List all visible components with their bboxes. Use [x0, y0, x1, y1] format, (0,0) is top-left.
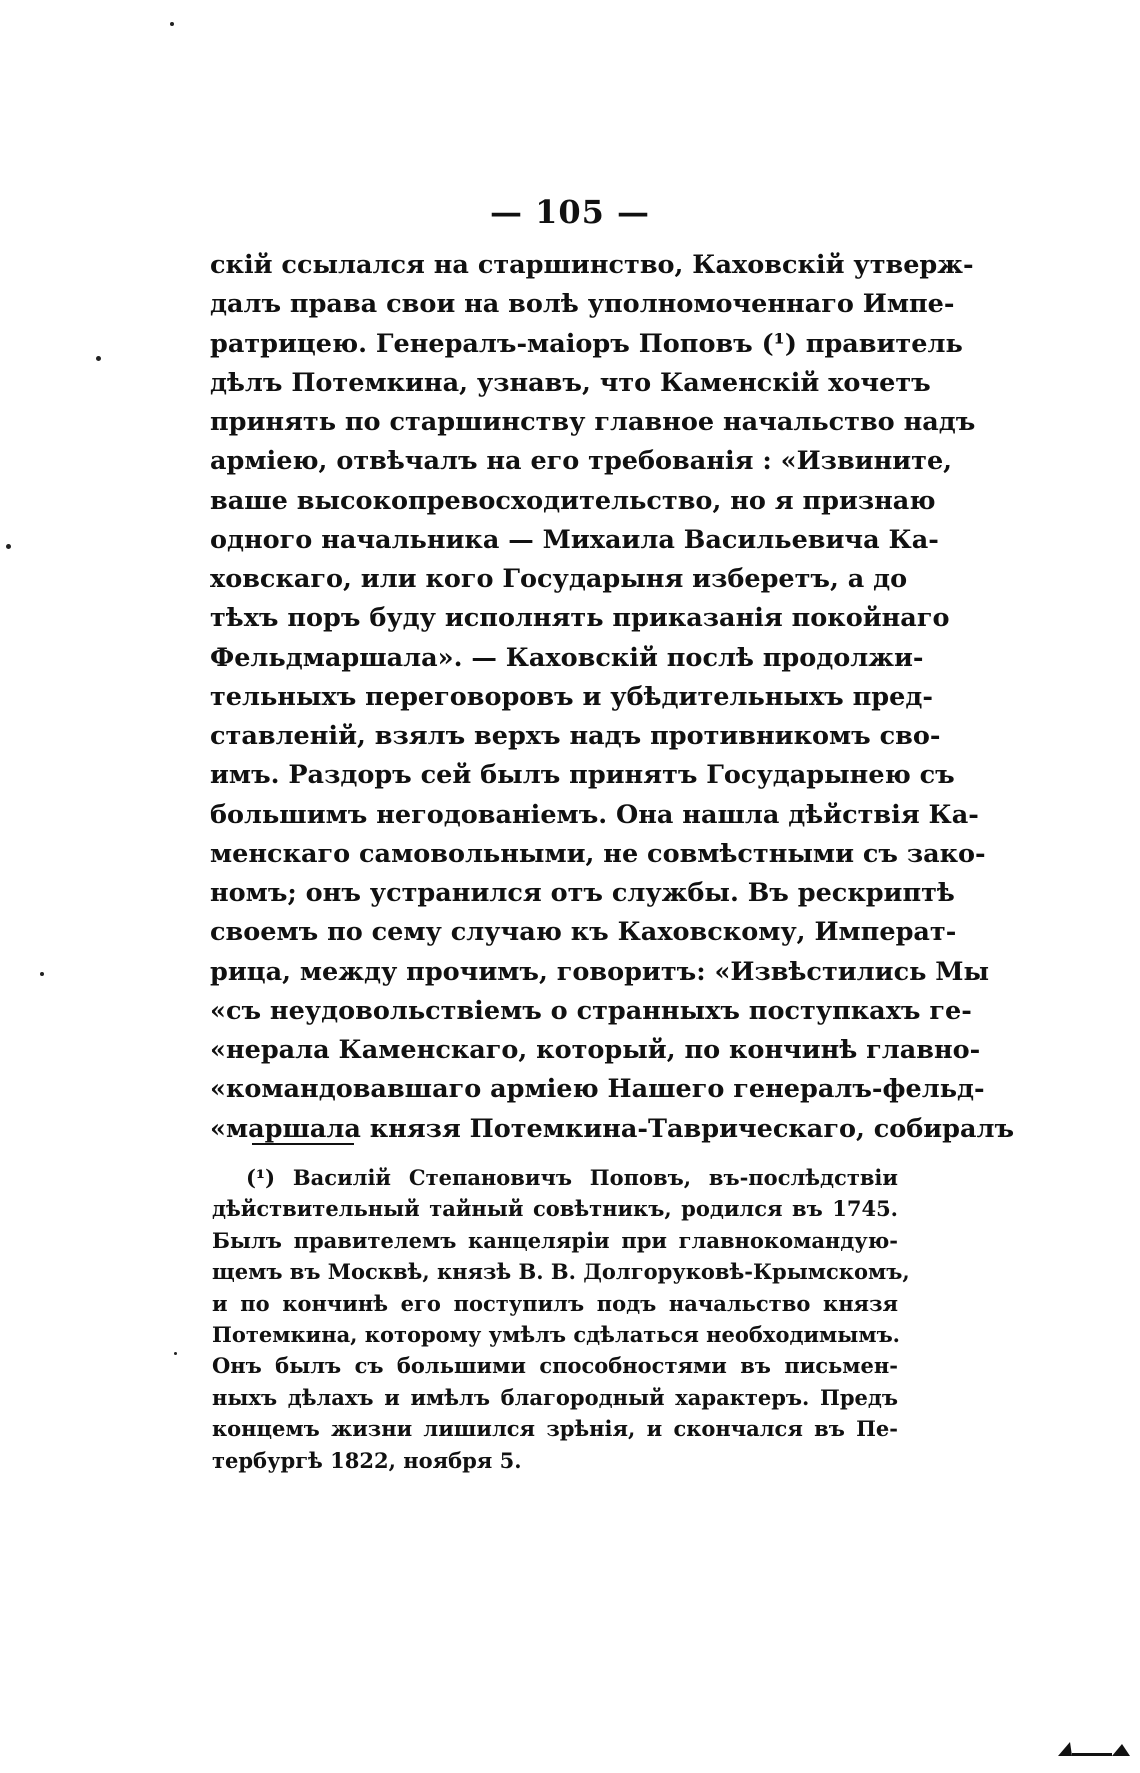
text-line: номъ; онъ устранился отъ службы. Въ рескриптѣ	[210, 878, 955, 908]
text-line: ратрицею. Генералъ-маіоръ Поповъ (¹) правитель	[210, 328, 963, 359]
text-line: ставленій, взялъ верхъ надъ противникомъ сво-	[210, 721, 941, 751]
footnote-line: концемъ жизни лишился зрѣнія, и скончался въ Пе-	[212, 1416, 898, 1442]
footnote-line: Былъ правителемъ канцеляріи при главнокомандую-	[212, 1227, 898, 1253]
text-line: арміею, отвѣчалъ на его требованія : «Извините,	[210, 446, 953, 477]
footnote-line: ныхъ дѣлахъ и имѣлъ благородный характеръ. Предъ	[212, 1384, 898, 1410]
text-line: Фельдмаршала». — Каховскій послѣ продолжи-	[210, 642, 924, 673]
scan-speck	[40, 972, 44, 976]
text-line: своемъ по сему случаю къ Каховскому, Императ-	[210, 917, 957, 948]
main-text	[210, 246, 1015, 1149]
text-line: рица, между прочимъ, говоритъ: «Извѣстились Мы	[210, 956, 990, 987]
text-line: «съ неудовольствіемъ о странныхъ поступкахъ ге-	[210, 995, 972, 1026]
text-line: ваше высокопревосходительство, но я признаю	[210, 485, 936, 516]
scan-speck	[170, 22, 174, 26]
text-line: ховскаго, или кого Государыня изберетъ, а до	[210, 564, 908, 594]
text-line: далъ права свои на волѣ уполномоченнаго Импе-	[210, 289, 955, 320]
text-line: менскаго самовольными, не совмѣстными съ зако-	[210, 838, 986, 869]
text-line: тельныхъ переговоровъ и убѣдительныхъ пред-	[210, 681, 933, 712]
text-line: скій ссылался на старшинство, Каховскій утверж-	[210, 250, 974, 280]
footnote-line: Потемкина, которому умѣлъ сдѣлаться необходимымъ.	[212, 1321, 900, 1347]
footnote-separator	[252, 1143, 354, 1145]
page-number: — 105 —	[489, 193, 651, 231]
text-line: «командовавшаго арміею Нашего генералъ-фельд-	[210, 1074, 985, 1105]
scan-edge-mark	[1050, 1738, 1140, 1758]
footnote-line: дѣйствительный тайный совѣтникъ, родился въ 1745.	[212, 1196, 898, 1222]
footnote-line: (¹) Василій Степановичъ Поповъ, въ-послѣдствіи	[246, 1165, 898, 1190]
text-line: одного начальника — Михаила Васильевича Ка-	[210, 524, 939, 555]
scan-speck	[6, 544, 11, 549]
footnote-line: щемъ въ Москвѣ, князѣ В. В. Долгоруковѣ-Крымскомъ,	[212, 1259, 910, 1285]
footnote-line: тербургѣ 1822, ноября 5.	[212, 1447, 522, 1473]
footnote-line: и по кончинѣ его поступилъ подъ начальство князя	[212, 1290, 898, 1316]
footnote-line: Онъ былъ съ большими способностями въ письмен-	[212, 1353, 898, 1379]
text-line: «нерала Каменскаго, который, по кончинѣ главно-	[210, 1035, 981, 1065]
text-line: «маршала князя Потемкина-Таврическаго, собиралъ	[210, 1113, 1015, 1144]
text-line: большимъ негодованіемъ. Она нашла дѣйствія Ка-	[210, 799, 979, 830]
text-line: дѣлъ Потемкина, узнавъ, что Каменскій хочетъ	[210, 367, 931, 398]
text-line: тѣхъ поръ буду исполнять приказанія покойнаго	[210, 603, 950, 634]
scan-speck	[96, 356, 101, 361]
text-line: принять по старшинству главное начальство надъ	[210, 407, 976, 437]
scan-speck	[174, 1352, 177, 1355]
footnote	[212, 1162, 910, 1476]
text-line: имъ. Раздоръ сей былъ принятъ Государынею съ	[210, 760, 955, 791]
